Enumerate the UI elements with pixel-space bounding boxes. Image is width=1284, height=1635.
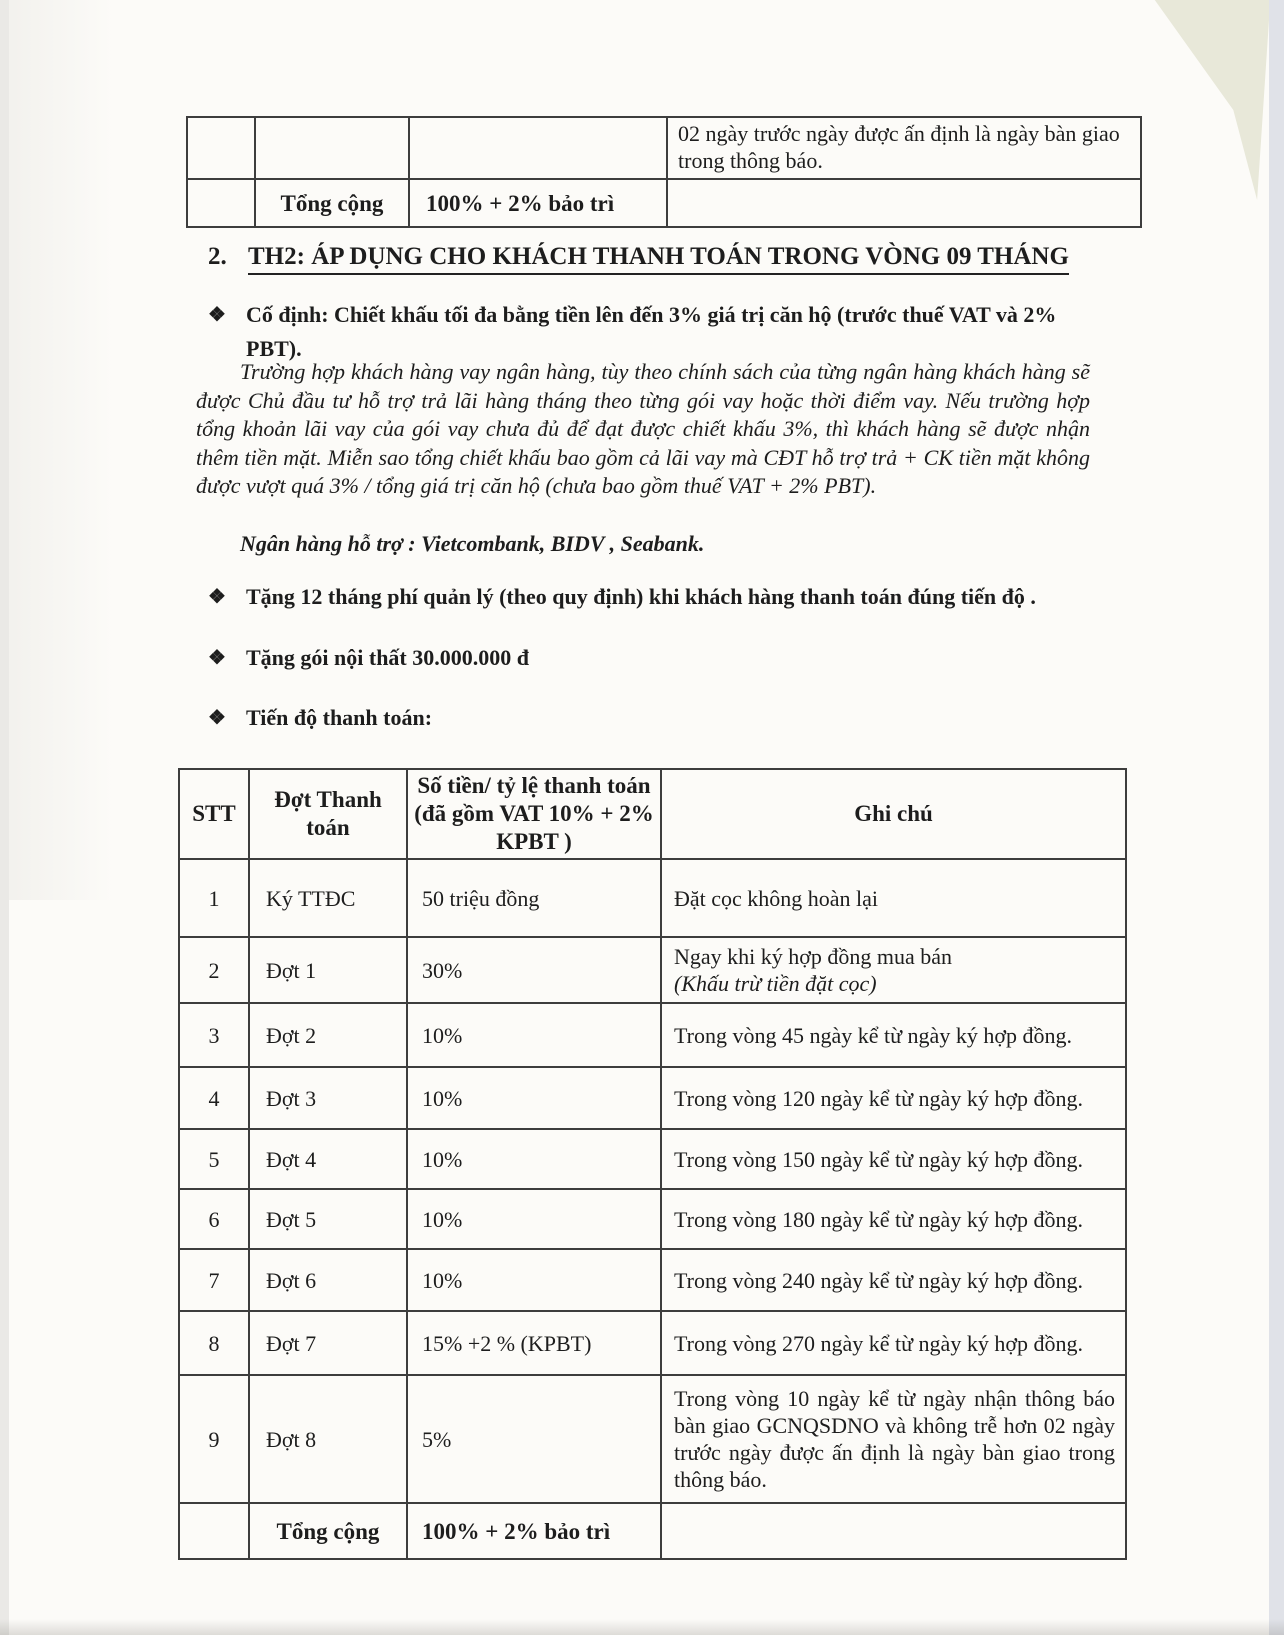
bullet-text: Tặng gói nội thất 30.000.000 đ <box>246 645 529 670</box>
table-row <box>179 1311 1126 1375</box>
diamond-bullet-icon: ❖ <box>208 586 226 608</box>
table-row <box>187 117 1141 179</box>
table-total-row <box>179 1503 1126 1559</box>
bullet-schedule-label <box>208 701 1168 735</box>
dot-cell: Đợt 5 <box>249 1189 407 1249</box>
diamond-bullet-icon: ❖ <box>208 304 226 326</box>
note-cell: Trong vòng 240 ngày kể từ ngày ký hợp đồng. <box>661 1249 1126 1311</box>
total-label: Tổng cộng <box>249 1503 407 1559</box>
table-header-row <box>179 769 1126 859</box>
total-label: Tổng cộng <box>255 179 409 227</box>
note-cell: Trong vòng 10 ngày kể từ ngày nhận thông báo bàn giao GCNQSDNO và không trễ hơn 02 ngày trước ngày được ấn định là ngày bàn giao trong thông báo. <box>661 1375 1126 1503</box>
note-line: Ngay khi ký hợp đồng mua bán <box>674 944 953 969</box>
stt-cell: 6 <box>179 1189 249 1249</box>
dot-cell <box>255 117 409 179</box>
dot-cell: Đợt 2 <box>249 1003 407 1067</box>
bullet-text: Tiến độ thanh toán: <box>246 705 433 730</box>
table-total-row <box>187 179 1141 227</box>
stt-cell: 2 <box>179 937 249 1003</box>
dot-cell: Ký TTĐC <box>249 859 407 937</box>
note-cell <box>667 179 1141 227</box>
stt-cell <box>179 1503 249 1559</box>
section-heading <box>208 243 1069 271</box>
photo-background-right-strip <box>1269 0 1284 1635</box>
payment-schedule-table <box>178 768 1127 1560</box>
header-dot: Đợt Thanh toán <box>249 769 407 859</box>
dot-cell: Đợt 8 <box>249 1375 407 1503</box>
total-value: 100% + 2% bảo trì <box>407 1503 661 1559</box>
bullet-management-fee <box>208 580 1168 614</box>
dot-cell: Đợt 6 <box>249 1249 407 1311</box>
table-row <box>179 1375 1126 1503</box>
note-cell: Trong vòng 270 ngày kể từ ngày ký hợp đồng. <box>661 1311 1126 1375</box>
section-title: TH2: ÁP DỤNG CHO KHÁCH THANH TOÁN TRONG VÒNG 09 THÁNG <box>248 243 1069 275</box>
header-amount: Số tiền/ tỷ lệ thanh toán (đã gồm VAT 10% + 2% KPBT ) <box>407 769 661 859</box>
photo-bottom-shadow <box>0 1619 1284 1635</box>
note-cell <box>661 937 1126 1003</box>
section-number: 2. <box>208 243 227 270</box>
amount-cell: 50 triệu đồng <box>407 859 661 937</box>
stt-cell: 4 <box>179 1067 249 1129</box>
table-row <box>179 859 1126 937</box>
dot-cell: Đợt 4 <box>249 1129 407 1189</box>
note-cell <box>661 1503 1126 1559</box>
table-row <box>179 1129 1126 1189</box>
header-stt: STT <box>179 769 249 859</box>
note-cell: Đặt cọc không hoàn lại <box>661 859 1126 937</box>
header-note: Ghi chú <box>661 769 1126 859</box>
stt-cell: 8 <box>179 1311 249 1375</box>
amount-cell: 10% <box>407 1003 661 1067</box>
table-row <box>179 937 1126 1003</box>
amount-cell <box>409 117 667 179</box>
stt-cell: 5 <box>179 1129 249 1189</box>
stt-cell: 1 <box>179 859 249 937</box>
photo-background-left-strip <box>0 0 9 1635</box>
stt-cell: 3 <box>179 1003 249 1067</box>
bullet-text: Tặng 12 tháng phí quản lý (theo quy định) khi khách hàng thanh toán đúng tiến độ . <box>246 584 1036 609</box>
stt-cell <box>187 179 255 227</box>
loan-support-paragraph: Trường hợp khách hàng vay ngân hàng, tùy theo chính sách của từng ngân hàng khách hàng sẽ được Chủ đầu tư hỗ trợ trả lãi hàng tháng theo từng gói vay hoặc thời điểm vay. Nếu trường hợp tổng khoản lãi vay của gói vay chưa đủ để đạt được chiết khấu 3%, thì khách hàng sẽ được nhận thêm tiền mặt. Miễn sao tổng chiết khấu bao gồm cả lãi vay mà CĐT hỗ trợ trả + CK tiền mặt không được vượt quá 3% / tổng giá trị căn hộ (chưa bao gồm thuế VAT + 2% PBT). <box>196 359 1090 498</box>
total-value: 100% + 2% bảo trì <box>409 179 667 227</box>
stt-cell: 7 <box>179 1249 249 1311</box>
bullet-furniture-gift <box>208 641 1168 675</box>
carryover-table <box>186 116 1142 228</box>
diamond-bullet-icon: ❖ <box>208 707 226 729</box>
note-cell: Trong vòng 150 ngày kể từ ngày ký hợp đồng. <box>661 1129 1126 1189</box>
table-row <box>179 1067 1126 1129</box>
diamond-bullet-icon: ❖ <box>208 647 226 669</box>
supporting-banks-line: Ngân hàng hỗ trợ : Vietcombank, BIDV , Seabank. <box>240 531 705 556</box>
paper-shadow-streak <box>9 0 159 900</box>
note-cell: Trong vòng 120 ngày kể từ ngày ký hợp đồng. <box>661 1067 1126 1129</box>
bullet-fixed-discount <box>208 298 1094 366</box>
amount-cell: 5% <box>407 1375 661 1503</box>
dot-cell: Đợt 7 <box>249 1311 407 1375</box>
stt-cell <box>187 117 255 179</box>
amount-cell: 10% <box>407 1249 661 1311</box>
amount-cell: 10% <box>407 1129 661 1189</box>
note-cell: 02 ngày trước ngày được ấn định là ngày bàn giao trong thông báo. <box>667 117 1141 179</box>
table-row <box>179 1249 1126 1311</box>
amount-cell: 10% <box>407 1067 661 1129</box>
page-corner-background-wedge <box>1150 0 1269 200</box>
amount-cell: 15% +2 % (KPBT) <box>407 1311 661 1375</box>
note-cell: Trong vòng 180 ngày kể từ ngày ký hợp đồng. <box>661 1189 1126 1249</box>
amount-cell: 10% <box>407 1189 661 1249</box>
note-line-italic: (Khấu trừ tiền đặt cọc) <box>674 971 877 996</box>
dot-cell: Đợt 1 <box>249 937 407 1003</box>
dot-cell: Đợt 3 <box>249 1067 407 1129</box>
bullet-text: Cố định: Chiết khấu tối đa bằng tiền lên đến 3% giá trị căn hộ (trước thuế VAT và 2% PBT). <box>246 302 1057 361</box>
table-row <box>179 1003 1126 1067</box>
note-cell: Trong vòng 45 ngày kể từ ngày ký hợp đồng. <box>661 1003 1126 1067</box>
table-row <box>179 1189 1126 1249</box>
stt-cell: 9 <box>179 1375 249 1503</box>
amount-cell: 30% <box>407 937 661 1003</box>
